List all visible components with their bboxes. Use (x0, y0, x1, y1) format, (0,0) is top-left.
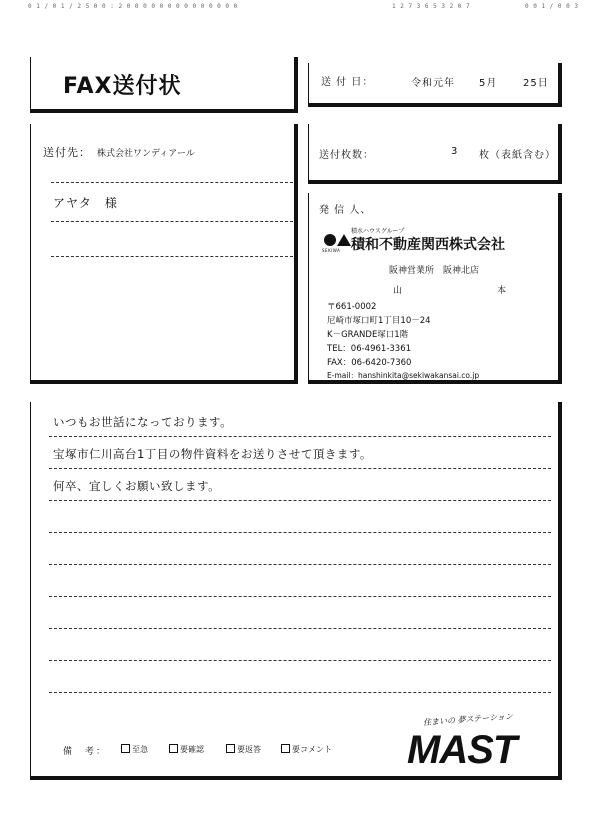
sender-box (308, 193, 562, 384)
remarks-option[interactable]: 要確認 (169, 744, 204, 755)
remarks-option[interactable]: 要コメント (281, 744, 332, 755)
pages-box (308, 124, 562, 184)
company-logo-icon (323, 233, 353, 249)
ruled-line (49, 500, 551, 501)
checkbox[interactable] (226, 744, 235, 753)
date-era: 令和元年 (411, 78, 455, 89)
recipient-person: アヤタ 様 (53, 196, 118, 210)
ruled-line (49, 660, 551, 661)
sender-name-last: 本 (497, 286, 507, 296)
sender-address1: 尼崎市塚口町1丁目10－24 (327, 316, 431, 326)
ruled-line (49, 468, 551, 469)
checkbox[interactable] (169, 744, 178, 753)
date-day: 25日 (523, 78, 549, 89)
message-box (30, 402, 562, 780)
page-title: FAX送付状 (63, 74, 182, 99)
checkbox[interactable] (281, 744, 290, 753)
recipient-company: 株式会社ワンディアール (97, 149, 195, 159)
brand-tagline: 住まいの 夢ステーション (422, 711, 514, 728)
ruled-line (49, 596, 551, 597)
sender-tel: TEL：06-4961-3361 (327, 344, 412, 354)
ruled-line (49, 532, 551, 533)
divider-line (51, 256, 293, 257)
ruled-line (49, 628, 551, 629)
group-name: 積水ハウスグループ (351, 228, 405, 235)
date-box (308, 63, 562, 107)
divider-line (51, 221, 293, 222)
sender-label: 発 信 人、 (319, 205, 372, 216)
message-line-2: 宝塚市仁川高台1丁目の物件資料をお送りさせて頂きます。 (53, 447, 372, 461)
recipient-box (30, 124, 298, 384)
remarks-option[interactable]: 要返答 (226, 744, 261, 755)
fax-header-middle: 1 2 7 3 6 5 3 2 0 7 (392, 3, 471, 10)
sender-branch: 阪神営業所 阪神北店 (389, 266, 480, 276)
pages-count: 3 (451, 146, 459, 157)
remarks-option[interactable]: 至急 (121, 744, 148, 755)
pages-label: 送付枚数： (319, 150, 374, 161)
ruled-line (49, 692, 551, 693)
message-line-1: いつもお世話になっております。 (53, 415, 233, 429)
fax-header-right: 0 0 1 / 0 0 3 (525, 3, 579, 10)
title-box (30, 57, 298, 113)
sender-name-first: 山 (393, 286, 403, 296)
sender-fax: FAX：06-6420-7360 (327, 358, 412, 368)
sender-company: 積和不動産関西株式会社 (351, 237, 505, 253)
fax-header-left: 0 1 / 0 1 / 2 5 0 0 : 2 0 0 0 0 0 0 0 0 0 0 0 0 0 0 (28, 3, 238, 10)
logo-subtext: SEKIWA (322, 248, 341, 253)
brand-logo: MAST (407, 728, 517, 772)
sender-email: E-mail：hanshinkita@sekiwakansai.co.jp (327, 371, 480, 380)
recipient-label: 送付先： (43, 146, 91, 159)
checkbox[interactable] (121, 744, 130, 753)
pages-unit: 枚（表紙含む） (479, 150, 556, 161)
date-label: 送 付 日： (321, 77, 374, 88)
sender-address2: K－GRANDE塚口1階 (327, 330, 409, 340)
sender-postal: 〒661-0002 (327, 302, 377, 312)
remarks-label: 備 考： (63, 747, 108, 757)
ruled-line (49, 436, 551, 437)
message-line-3: 何卒、宜しくお願い致します。 (53, 479, 221, 493)
divider-line (51, 182, 293, 183)
ruled-line (49, 564, 551, 565)
date-month: 5月 (479, 78, 498, 89)
